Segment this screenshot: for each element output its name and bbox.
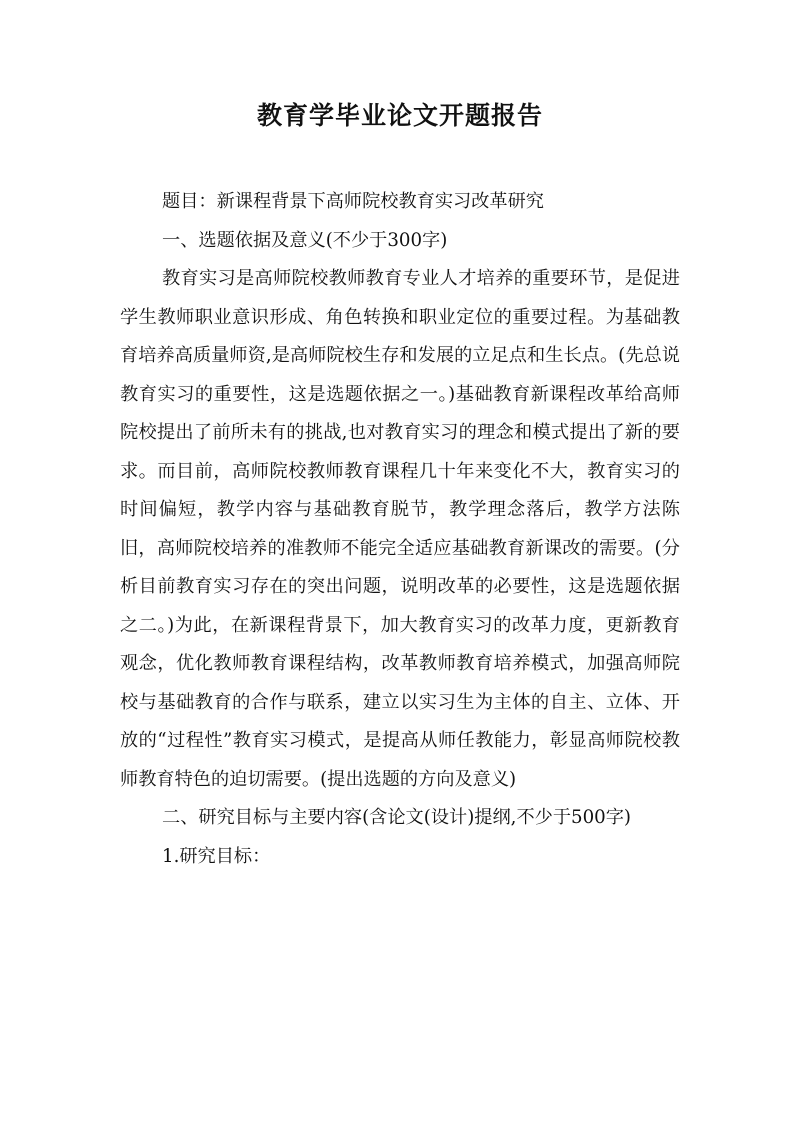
section-1-paragraph: 教育实习是高师院校教师教育专业人才培养的重要环节，是促进学生教师职业意识形成、角色转换和职业定位的重要过程。为基础教育培养高质量师资,是高师院校生存和发展的立足点和生长点。(先总说教育实习的重要性，这是选题依据之一。)基础教育新课程改革给高师院校提出了前所未有的挑战,也对教育实习的理念和模式提出了新的要求。而目前，高师院校教师教育课程几十年来变化不大，教育实习的时间偏短，教学内容与基础教育脱节，教学理念落后，教学方法陈旧，高师院校培养的准教师不能完全适应基础教育新课改的需要。(分析目前教育实习存在的突出问题，说明改革的必要性，这是选题依据之二。)为此，在新课程背景下，加大教育实习的改革力度，更新教育观念，优化教师教育课程结构，改革教师教育培养模式，加强高师院校与基础教育的合作与联系，建立以实习生为主体的自主、立体、开放的“过程性”教育实习模式，是提高从师任教能力，彰显高师院校教师教育特色的迫切需要。(提出选题的方向及意义) [120,268,680,790]
section-2-item-1: 1.研究目标： [162,845,271,867]
document-body [120,183,680,876]
document-title: 教育学毕业论文开题报告 [256,101,543,130]
section-2-heading: 二、研究目标与主要内容(含论文(设计)提纲,不少于500字) [162,807,632,828]
topic-line: 题目：新课程背景下高师院校教育实习改革研究 [162,191,544,212]
section-1-heading: 一、选题依据及意义(不少于300字) [162,229,448,251]
